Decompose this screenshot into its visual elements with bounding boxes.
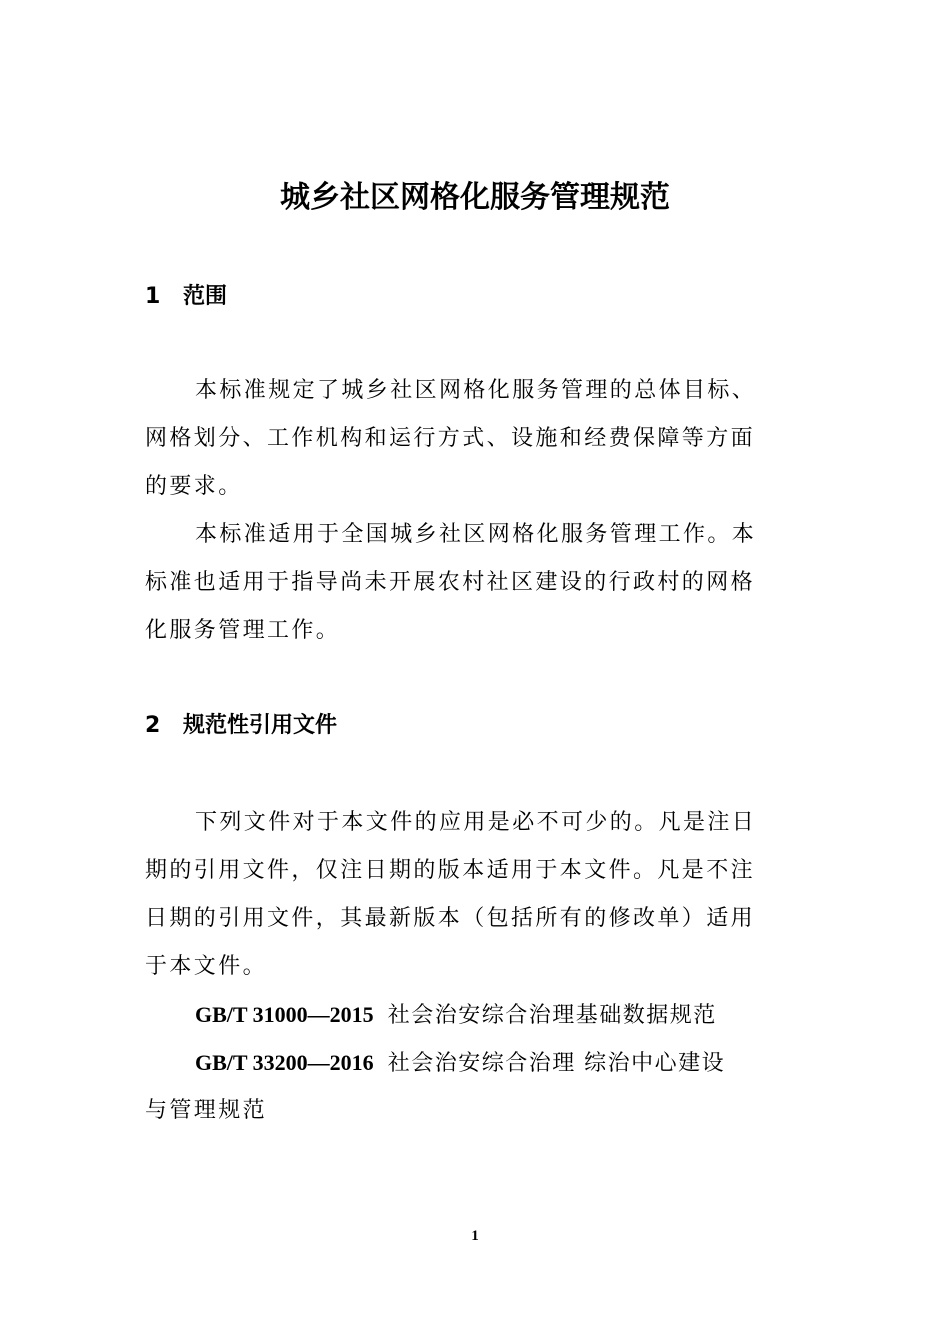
reference-name: 社会治安综合治理基础数据规范 [387,1003,717,1028]
paragraph-line: 期的引用文件，仅注日期的版本适用于本文件。凡是不注 [145,858,756,883]
section-number: 2 [145,713,161,738]
reference-entry [195,1000,717,1031]
reference-entry [195,1048,725,1079]
paragraph-line: 本标准适用于全国城乡社区网格化服务管理工作。本 [195,522,757,547]
reference-code: GB/T 31000—2015 [195,1002,374,1027]
section-number: 1 [145,284,161,309]
section-heading-normative-references [145,711,337,741]
reference-name: 社会治安综合治理 综治中心建设 [387,1051,726,1076]
page-number: 1 [471,1228,479,1244]
paragraph-line: 的要求。 [145,474,243,499]
section-title: 规范性引用文件 [183,713,338,738]
paragraph-line: 标准也适用于指导尚未开展农村社区建设的行政村的网格 [145,570,756,595]
reference-code: GB/T 33200—2016 [195,1050,374,1075]
section-title: 范围 [183,284,228,309]
reference-continuation: 与管理规范 [145,1098,268,1123]
paragraph-line: 日期的引用文件，其最新版本（包括所有的修改单）适用 [145,906,756,931]
paragraph-line: 化服务管理工作。 [145,618,341,643]
section-heading-scope [145,282,227,312]
paragraph-line: 网格划分、工作机构和运行方式、设施和经费保障等方面 [145,426,756,451]
paragraph-line: 于本文件。 [145,954,268,979]
document-title: 城乡社区网格化服务管理规范 [280,180,670,215]
paragraph-line: 下列文件对于本文件的应用是必不可少的。凡是注日 [195,810,757,835]
paragraph-line: 本标准规定了城乡社区网格化服务管理的总体目标、 [195,378,757,403]
